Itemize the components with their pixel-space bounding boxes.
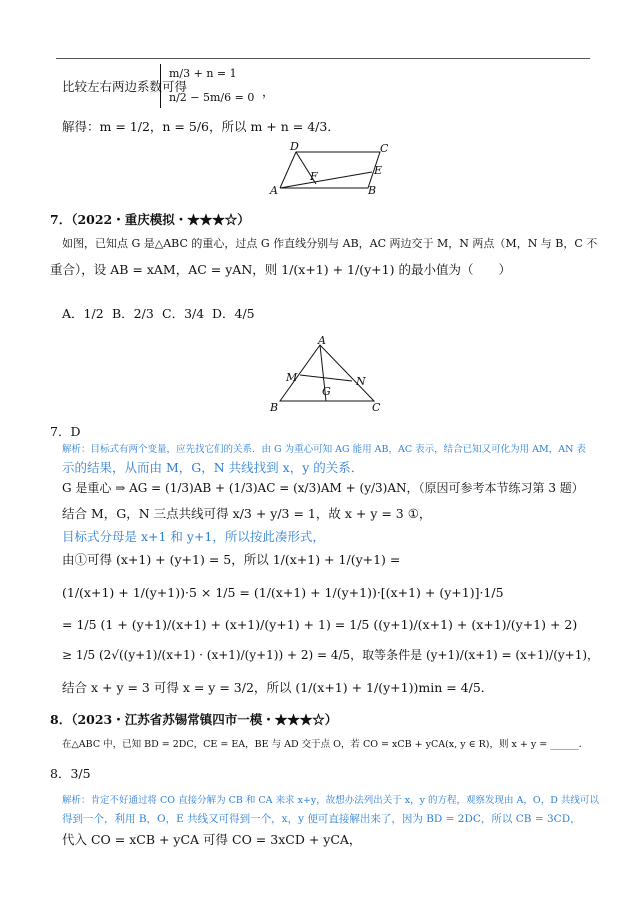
a7-line-7: (1/(x+1) + 1/(y+1))·5 × 1/5 = (1/(x+1) + 1/(y+1))·[(x+1) + (y+1)]·1/5 <box>62 585 504 600</box>
label-F: F <box>310 170 318 183</box>
compare-lead: 比较左右两边系数可得 <box>62 79 188 94</box>
system-eq-1: m/3 + n = 1 <box>169 67 237 80</box>
label-D: D <box>290 140 299 153</box>
label-A: A <box>318 335 326 347</box>
a8-line-2: 得到一个，利用 B，O，E 共线又可得到一个，x，y 便可直接解出来了，因为 BD = 2DC，所以 CB = 3CD， <box>62 813 581 825</box>
segment-AE <box>280 172 372 188</box>
q7-stem-2: 重合），设 AB = xAM，AC = yAN，则 1/(x+1) + 1/(y+1) 的最小值为（ ） <box>50 262 511 277</box>
label-G: G <box>322 385 331 398</box>
label-N: N <box>356 375 366 388</box>
parallelogram-outline <box>280 152 383 188</box>
a7-line-6: 由①可得 (x+1) + (y+1) = 5，所以 1/(x+1) + 1/(y+1) = <box>62 552 401 567</box>
system-tail: ， <box>262 84 275 99</box>
q7-stem-1: 如图，已知点 G 是△ABC 的重心，过点 G 作直线分别与 AB，AC 两边交于 M，N 两点（M，N 与 B，C 不 <box>62 237 598 250</box>
a7-line-8: = 1/5 (1 + (y+1)/(x+1) + (x+1)/(y+1) + 1) = 1/5 ((y+1)/(x+1) + (x+1)/(y+1) + 2) <box>62 617 578 632</box>
a7-line-2: 示的结果，从而由 M，G，N 共线找到 x，y 的关系． <box>62 460 364 475</box>
label-B: B <box>368 184 377 196</box>
segment-MN <box>300 375 352 381</box>
label-C: C <box>380 142 388 155</box>
label-E: E <box>374 164 383 177</box>
a8-answer: 8．3/5 <box>50 766 91 781</box>
label-M: M <box>286 371 298 384</box>
q8-header: 8．（2023・江苏省苏锡常镇四市一模・★★★☆） <box>50 712 338 727</box>
q7-option-a: A．1/2 <box>62 306 104 321</box>
a7-line-5: 目标式分母是 x+1 和 y+1，所以按此凑形式， <box>62 529 325 544</box>
solve-line: 解得：m = 1/2，n = 5/6，所以 m + n = 4/3． <box>62 119 340 134</box>
system-eq-2: n/2 − 5m/6 = 0 <box>169 91 255 104</box>
a7-line-9: ≥ 1/5 (2√((y+1)/(x+1) · (x+1)/(y+1)) + 2) = 4/5，取等条件是 (y+1)/(x+1) = (x+1)/(y+1)， <box>62 648 600 662</box>
q7-option-d: D．4/5 <box>212 306 255 321</box>
q7-option-c: C．3/4 <box>162 306 205 321</box>
a7-line-4: 结合 M，G，N 三点共线可得 x/3 + y/3 = 1，故 x + y = 3 ①， <box>62 506 432 521</box>
a8-line-3: 代入 CO = xCB + yCA 可得 CO = 3xCD + yCA， <box>62 832 362 847</box>
header-rule <box>56 58 590 59</box>
a7-line-3: G 是重心 ⇒ AG = (1/3)AB + (1/3)AC = (x/3)AM + (y/3)AN，（原因可参考本节练习第 3 题） <box>62 481 584 495</box>
a8-line-1: 解析：肯定不好通过将 CO 直接分解为 CB 和 CA 来求 x+y，故想办法列出关于 x，y 的方程，观察发现由 A，O，D 共线可以 <box>62 795 599 806</box>
label-B: B <box>270 401 279 414</box>
q8-stem: 在△ABC 中，已知 BD = 2DC，CE = EA，BE 与 AD 交于点 O，若 CO = xCB + yCA(x, y ∈ R)，则 x + y = ______． <box>62 739 589 750</box>
a7-answer: 7．D <box>50 424 81 439</box>
q7-option-b: B．2/3 <box>112 306 154 321</box>
a7-line-1: 解析：目标式有两个变量，应先找它们的关系．由 G 为重心可知 AG 能用 AB，AC 表示，结合已知又可化为用 AM，AN 表 <box>62 444 586 455</box>
label-A: A <box>270 184 278 196</box>
label-C: C <box>372 401 381 414</box>
triangle-figure <box>268 335 388 415</box>
a7-line-10: 结合 x + y = 3 可得 x = y = 3/2，所以 (1/(x+1) + 1/(y+1))min = 4/5． <box>62 680 494 695</box>
q7-header: 7．（2022・重庆模拟・★★★☆） <box>50 212 250 227</box>
equation-system <box>160 64 255 108</box>
parallelogram-figure <box>268 140 388 196</box>
